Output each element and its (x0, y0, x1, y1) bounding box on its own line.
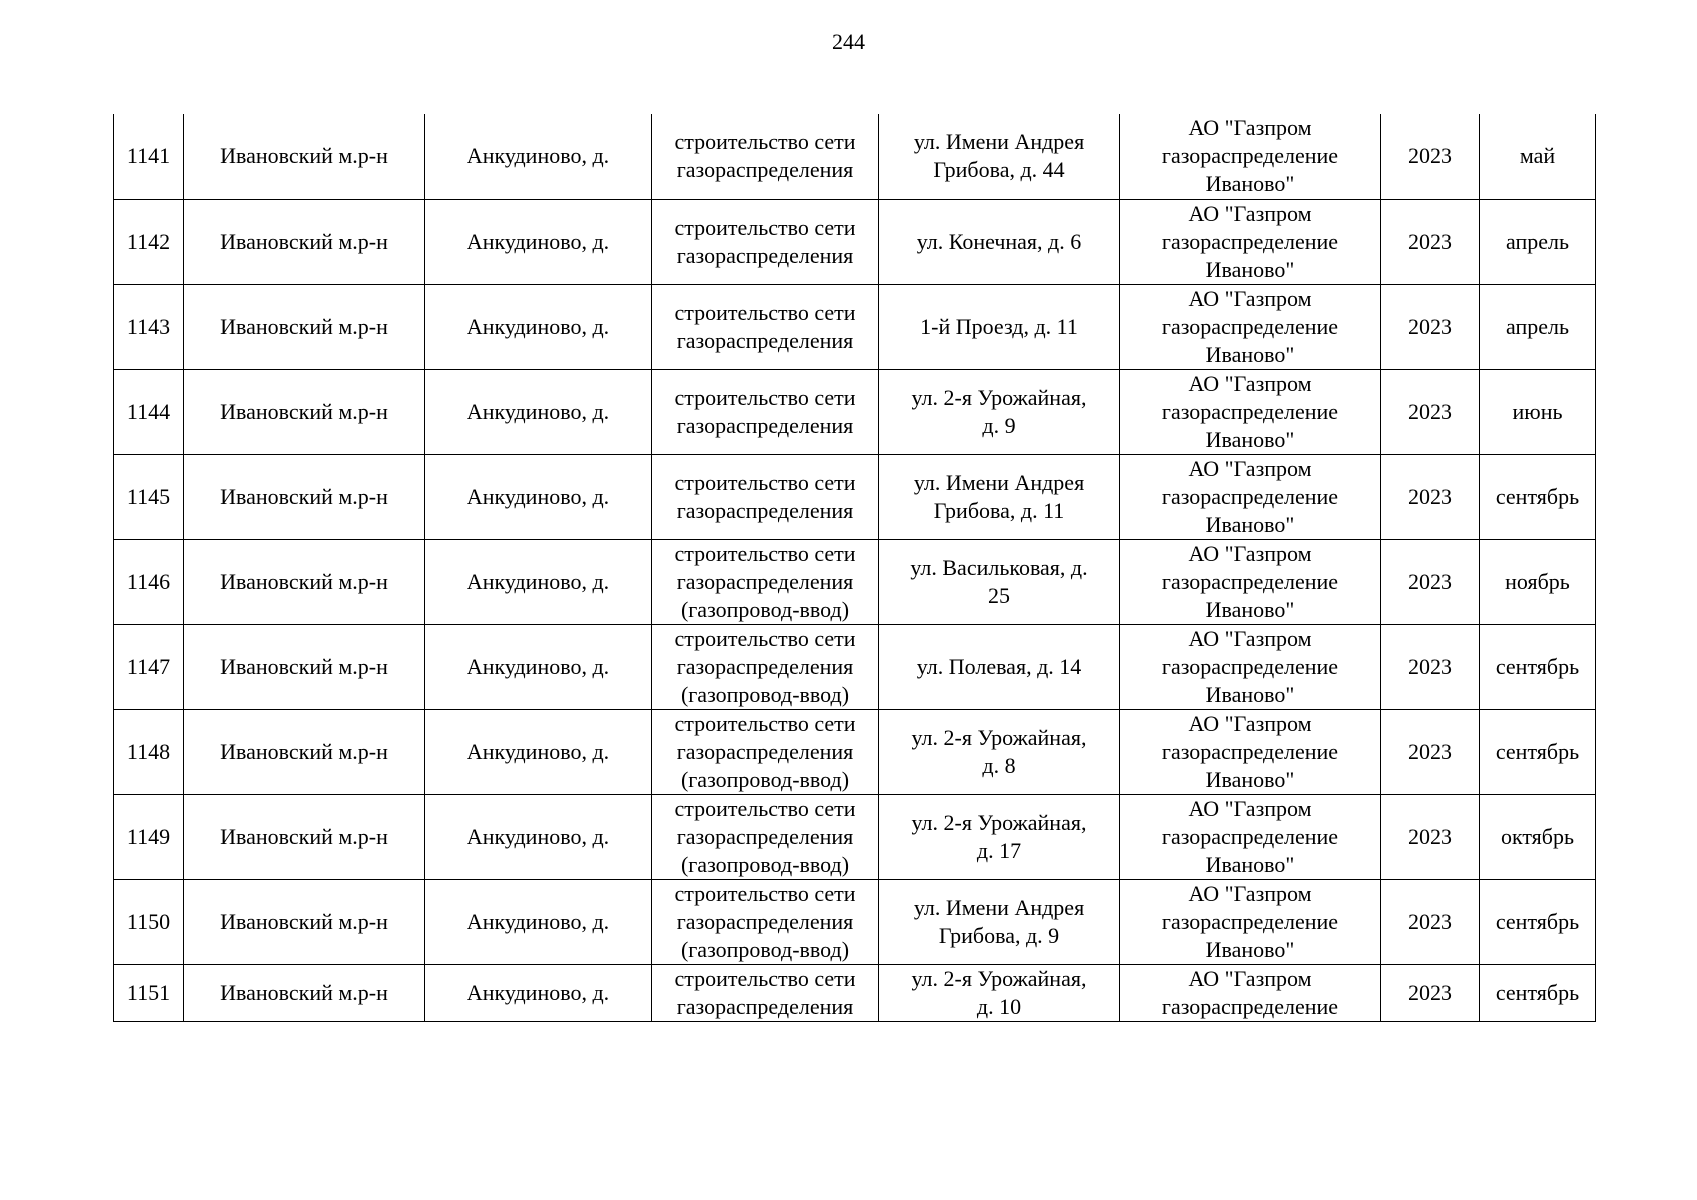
month-cell: сентябрь (1480, 964, 1596, 1021)
organization-cell: АО "Газпром газораспределение Иваново" (1120, 539, 1381, 624)
month-cell: сентябрь (1480, 709, 1596, 794)
organization-cell: АО "Газпром газораспределение Иваново" (1120, 284, 1381, 369)
organization-cell: АО "Газпром газораспределение Иваново" (1120, 114, 1381, 199)
row-number-cell: 1141 (114, 114, 184, 199)
work-type-cell: строительство сети газораспределения (газопровод-ввод) (652, 709, 879, 794)
row-number-cell: 1142 (114, 199, 184, 284)
year-cell: 2023 (1381, 114, 1480, 199)
district-cell: Ивановский м.р-н (184, 964, 425, 1021)
row-number-cell: 1151 (114, 964, 184, 1021)
address-cell: ул. Имени Андрея Грибова, д. 44 (879, 114, 1120, 199)
district-cell: Ивановский м.р-н (184, 369, 425, 454)
table-body (114, 114, 1596, 1021)
address-cell: 1-й Проезд, д. 11 (879, 284, 1120, 369)
document-table (113, 114, 1596, 1022)
work-type-cell: строительство сети газораспределения (652, 454, 879, 539)
month-cell: апрель (1480, 199, 1596, 284)
work-type-cell: строительство сети газораспределения (652, 199, 879, 284)
row-number-cell: 1147 (114, 624, 184, 709)
district-cell: Ивановский м.р-н (184, 114, 425, 199)
row-number-cell: 1143 (114, 284, 184, 369)
table-row (114, 794, 1596, 879)
year-cell: 2023 (1381, 794, 1480, 879)
locality-cell: Анкудиново, д. (425, 369, 652, 454)
year-cell: 2023 (1381, 709, 1480, 794)
district-cell: Ивановский м.р-н (184, 879, 425, 964)
locality-cell: Анкудиново, д. (425, 199, 652, 284)
address-cell: ул. 2-я Урожайная, д. 9 (879, 369, 1120, 454)
row-number-cell: 1145 (114, 454, 184, 539)
month-cell: сентябрь (1480, 624, 1596, 709)
address-cell: ул. Васильковая, д. 25 (879, 539, 1120, 624)
work-type-cell: строительство сети газораспределения (652, 114, 879, 199)
month-cell: май (1480, 114, 1596, 199)
work-type-cell: строительство сети газораспределения (652, 369, 879, 454)
year-cell: 2023 (1381, 879, 1480, 964)
locality-cell: Анкудиново, д. (425, 794, 652, 879)
locality-cell: Анкудиново, д. (425, 879, 652, 964)
table-row (114, 539, 1596, 624)
month-cell: ноябрь (1480, 539, 1596, 624)
month-cell: сентябрь (1480, 454, 1596, 539)
address-cell: ул. 2-я Урожайная, д. 17 (879, 794, 1120, 879)
row-number-cell: 1148 (114, 709, 184, 794)
district-cell: Ивановский м.р-н (184, 624, 425, 709)
table-row (114, 284, 1596, 369)
organization-cell: АО "Газпром газораспределение Иваново" (1120, 369, 1381, 454)
month-cell: сентябрь (1480, 879, 1596, 964)
locality-cell: Анкудиново, д. (425, 624, 652, 709)
district-cell: Ивановский м.р-н (184, 284, 425, 369)
organization-cell: АО "Газпром газораспределение Иваново" (1120, 454, 1381, 539)
district-cell: Ивановский м.р-н (184, 454, 425, 539)
organization-cell: АО "Газпром газораспределение (1120, 964, 1381, 1021)
year-cell: 2023 (1381, 624, 1480, 709)
address-cell: ул. Полевая, д. 14 (879, 624, 1120, 709)
work-type-cell: строительство сети газораспределения (газопровод-ввод) (652, 794, 879, 879)
address-cell: ул. 2-я Урожайная, д. 8 (879, 709, 1120, 794)
page-number: 244 (832, 29, 865, 54)
organization-cell: АО "Газпром газораспределение Иваново" (1120, 199, 1381, 284)
organization-cell: АО "Газпром газораспределение Иваново" (1120, 709, 1381, 794)
address-cell: ул. Имени Андрея Грибова, д. 11 (879, 454, 1120, 539)
table-row (114, 879, 1596, 964)
address-cell: ул. Имени Андрея Грибова, д. 9 (879, 879, 1120, 964)
table-row (114, 114, 1596, 199)
organization-cell: АО "Газпром газораспределение Иваново" (1120, 624, 1381, 709)
work-type-cell: строительство сети газораспределения (газопровод-ввод) (652, 539, 879, 624)
locality-cell: Анкудиново, д. (425, 709, 652, 794)
year-cell: 2023 (1381, 199, 1480, 284)
row-number-cell: 1144 (114, 369, 184, 454)
year-cell: 2023 (1381, 964, 1480, 1021)
locality-cell: Анкудиново, д. (425, 454, 652, 539)
table-row (114, 709, 1596, 794)
row-number-cell: 1146 (114, 539, 184, 624)
table-row (114, 624, 1596, 709)
year-cell: 2023 (1381, 284, 1480, 369)
address-cell: ул. Конечная, д. 6 (879, 199, 1120, 284)
row-number-cell: 1150 (114, 879, 184, 964)
year-cell: 2023 (1381, 369, 1480, 454)
year-cell: 2023 (1381, 539, 1480, 624)
table-row (114, 199, 1596, 284)
table-row (114, 369, 1596, 454)
month-cell: апрель (1480, 284, 1596, 369)
work-type-cell: строительство сети газораспределения (газопровод-ввод) (652, 879, 879, 964)
locality-cell: Анкудиново, д. (425, 539, 652, 624)
work-type-cell: строительство сети газораспределения (652, 964, 879, 1021)
district-cell: Ивановский м.р-н (184, 794, 425, 879)
address-cell: ул. 2-я Урожайная, д. 10 (879, 964, 1120, 1021)
table-row (114, 454, 1596, 539)
month-cell: июнь (1480, 369, 1596, 454)
work-type-cell: строительство сети газораспределения (652, 284, 879, 369)
organization-cell: АО "Газпром газораспределение Иваново" (1120, 794, 1381, 879)
year-cell: 2023 (1381, 454, 1480, 539)
district-cell: Ивановский м.р-н (184, 539, 425, 624)
district-cell: Ивановский м.р-н (184, 199, 425, 284)
month-cell: октябрь (1480, 794, 1596, 879)
work-type-cell: строительство сети газораспределения (газопровод-ввод) (652, 624, 879, 709)
locality-cell: Анкудиново, д. (425, 284, 652, 369)
district-cell: Ивановский м.р-н (184, 709, 425, 794)
organization-cell: АО "Газпром газораспределение Иваново" (1120, 879, 1381, 964)
locality-cell: Анкудиново, д. (425, 114, 652, 199)
row-number-cell: 1149 (114, 794, 184, 879)
table-row (114, 964, 1596, 1021)
locality-cell: Анкудиново, д. (425, 964, 652, 1021)
